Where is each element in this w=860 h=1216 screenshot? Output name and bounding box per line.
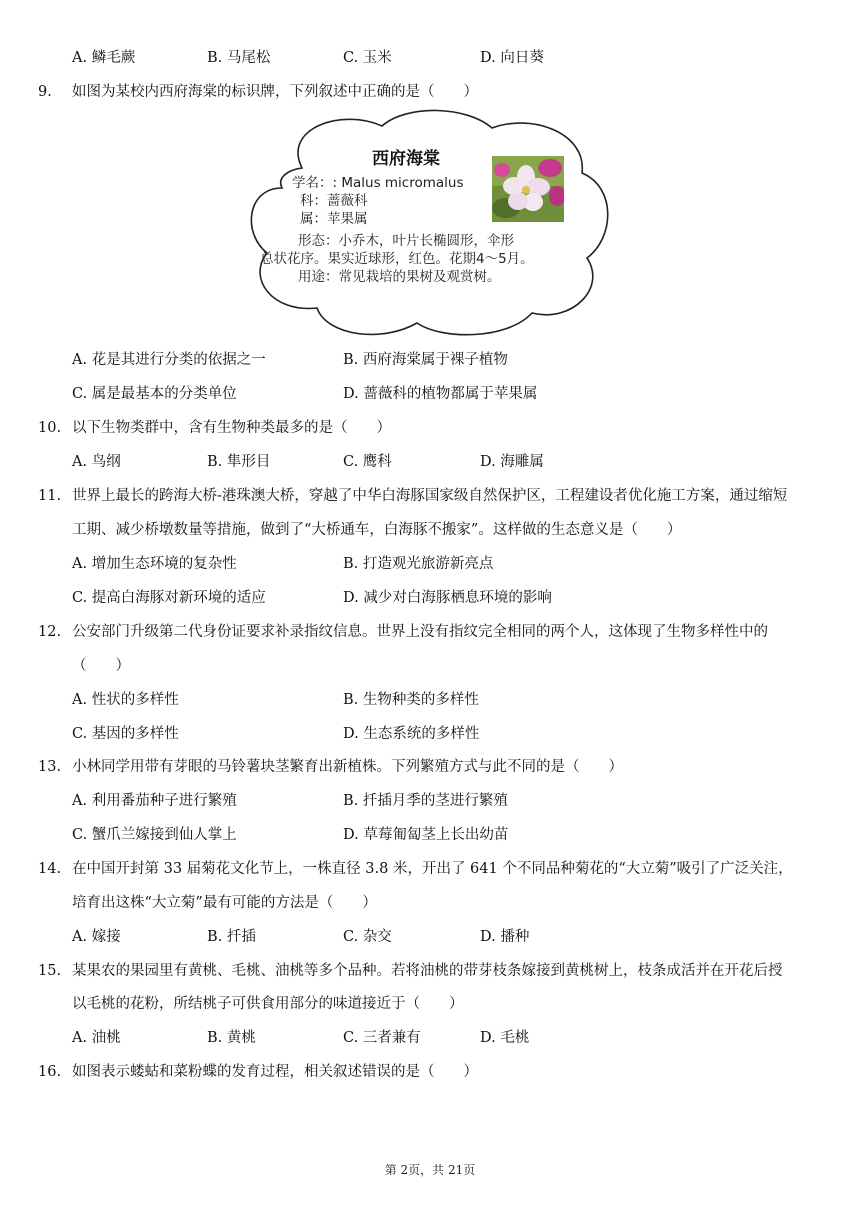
q10-option-b: B. 隼形目 <box>207 454 271 470</box>
q14-option-d: D. 播种 <box>480 929 530 945</box>
q8-option-a: A. 鳞毛蕨 <box>72 50 136 66</box>
q13-stem: 小林同学用带有芽眼的马铃薯块茎繁育出新植株。下列繁殖方式与此不同的是（ ） <box>72 759 623 775</box>
q9-option-a: A. 花是其进行分类的依据之一 <box>72 352 266 368</box>
q8-option-b: B. 马尾松 <box>207 50 271 66</box>
q14-number: 14. <box>38 861 62 877</box>
q9-option-d: D. 蔷薇科的植物都属于苹果属 <box>343 386 538 402</box>
sign-line-morphology: 形态：小乔木，叶片长椭圆形，伞形 <box>298 233 514 249</box>
q11-option-c: C. 提高白海豚对新环境的适应 <box>72 590 266 606</box>
q11-number: 11. <box>38 488 62 504</box>
q9-option-c: C. 属是最基本的分类单位 <box>72 386 237 402</box>
q12-stem-line2: （ ） <box>72 658 130 674</box>
sign-line-morphology-cont: 总状花序。果实近球形，红色。花期4～5月。 <box>260 251 534 267</box>
q13-number: 13. <box>38 759 62 775</box>
q12-option-d: D. 生态系统的多样性 <box>343 726 480 742</box>
q15-stem-line1: 某果农的果园里有黄桃、毛桃、油桃等多个品种。若将油桃的带芽枝条嫁接到黄桃树上，枝条成活并在开花后授 <box>72 963 783 979</box>
q9-number: 9. <box>38 84 52 100</box>
q15-option-c: C. 三者兼有 <box>343 1030 421 1046</box>
q14-option-a: A. 嫁接 <box>72 929 121 945</box>
q10-number: 10. <box>38 420 62 436</box>
q11-stem-line2: 工期、减少桥墩数量等措施，做到了“大桥通车，白海豚不搬家”。这样做的生态意义是（ ） <box>72 522 682 538</box>
q13-option-d: D. 草莓匍匐茎上长出幼苗 <box>343 827 509 843</box>
q11-stem-line1: 世界上最长的跨海大桥-港珠澳大桥，穿越了中华白海豚国家级自然保护区，工程建设者优化施工方案，通过缩短 <box>72 488 788 504</box>
q12-number: 12. <box>38 624 62 640</box>
q15-option-d: D. 毛桃 <box>480 1030 530 1046</box>
sign-card-figure <box>242 108 622 343</box>
q10-stem: 以下生物类群中，含有生物种类最多的是（ ） <box>72 420 391 436</box>
q9-stem: 如图为某校内西府海棠的标识牌，下列叙述中正确的是（ ） <box>72 84 478 100</box>
q10-option-a: A. 鸟纲 <box>72 454 121 470</box>
q13-option-c: C. 蟹爪兰嫁接到仙人掌上 <box>72 827 237 843</box>
q11-option-d: D. 减少对白海豚栖息环境的影响 <box>343 590 552 606</box>
page-footer: 第 2页，共 21页 <box>384 1163 476 1177</box>
q11-option-b: B. 打造观光旅游新亮点 <box>343 556 494 572</box>
q12-option-c: C. 基因的多样性 <box>72 726 179 742</box>
q15-number: 15. <box>38 963 62 979</box>
flower-photo <box>492 156 564 222</box>
q13-option-b: B. 扦插月季的茎进行繁殖 <box>343 793 508 809</box>
sign-line-scientific-name: 学名：: Malus micromalus <box>292 175 464 191</box>
q12-option-b: B. 生物种类的多样性 <box>343 692 479 708</box>
sign-line-family: 科：蔷薇科 <box>300 193 368 209</box>
q10-option-c: C. 鹰科 <box>343 454 392 470</box>
q14-stem-line1: 在中国开封第 33 届菊花文化节上，一株直径 3.8 米，开出了 641 个不同品种菊花的“大立菊”吸引了广泛关注， <box>72 861 793 877</box>
q15-option-b: B. 黄桃 <box>207 1030 256 1046</box>
sign-line-uses: 用途：常见栽培的果树及观赏树。 <box>298 269 501 285</box>
sign-line-genus: 属：苹果属 <box>300 211 368 227</box>
sign-title: 西府海棠 <box>372 149 440 169</box>
q8-option-c: C. 玉米 <box>343 50 392 66</box>
q9-option-b: B. 西府海棠属于裸子植物 <box>343 352 508 368</box>
q12-stem-line1: 公安部门升级第二代身份证要求补录指纹信息。世界上没有指纹完全相同的两个人，这体现了生物多样性中的 <box>72 624 768 640</box>
q8-option-d: D. 向日葵 <box>480 50 544 66</box>
q13-option-a: A. 利用番茄种子进行繁殖 <box>72 793 237 809</box>
q16-number: 16. <box>38 1064 62 1080</box>
q14-option-b: B. 扦插 <box>207 929 256 945</box>
q12-option-a: A. 性状的多样性 <box>72 692 179 708</box>
q16-stem: 如图表示蝼蛄和菜粉蝶的发育过程，相关叙述错误的是（ ） <box>72 1064 478 1080</box>
q14-stem-line2: 培育出这株“大立菊”最有可能的方法是（ ） <box>72 895 377 911</box>
q10-option-d: D. 海雕属 <box>480 454 544 470</box>
q15-stem-line2: 以毛桃的花粉，所结桃子可供食用部分的味道接近于（ ） <box>72 996 464 1012</box>
q15-option-a: A. 油桃 <box>72 1030 121 1046</box>
q14-option-c: C. 杂交 <box>343 929 392 945</box>
q11-option-a: A. 增加生态环境的复杂性 <box>72 556 237 572</box>
